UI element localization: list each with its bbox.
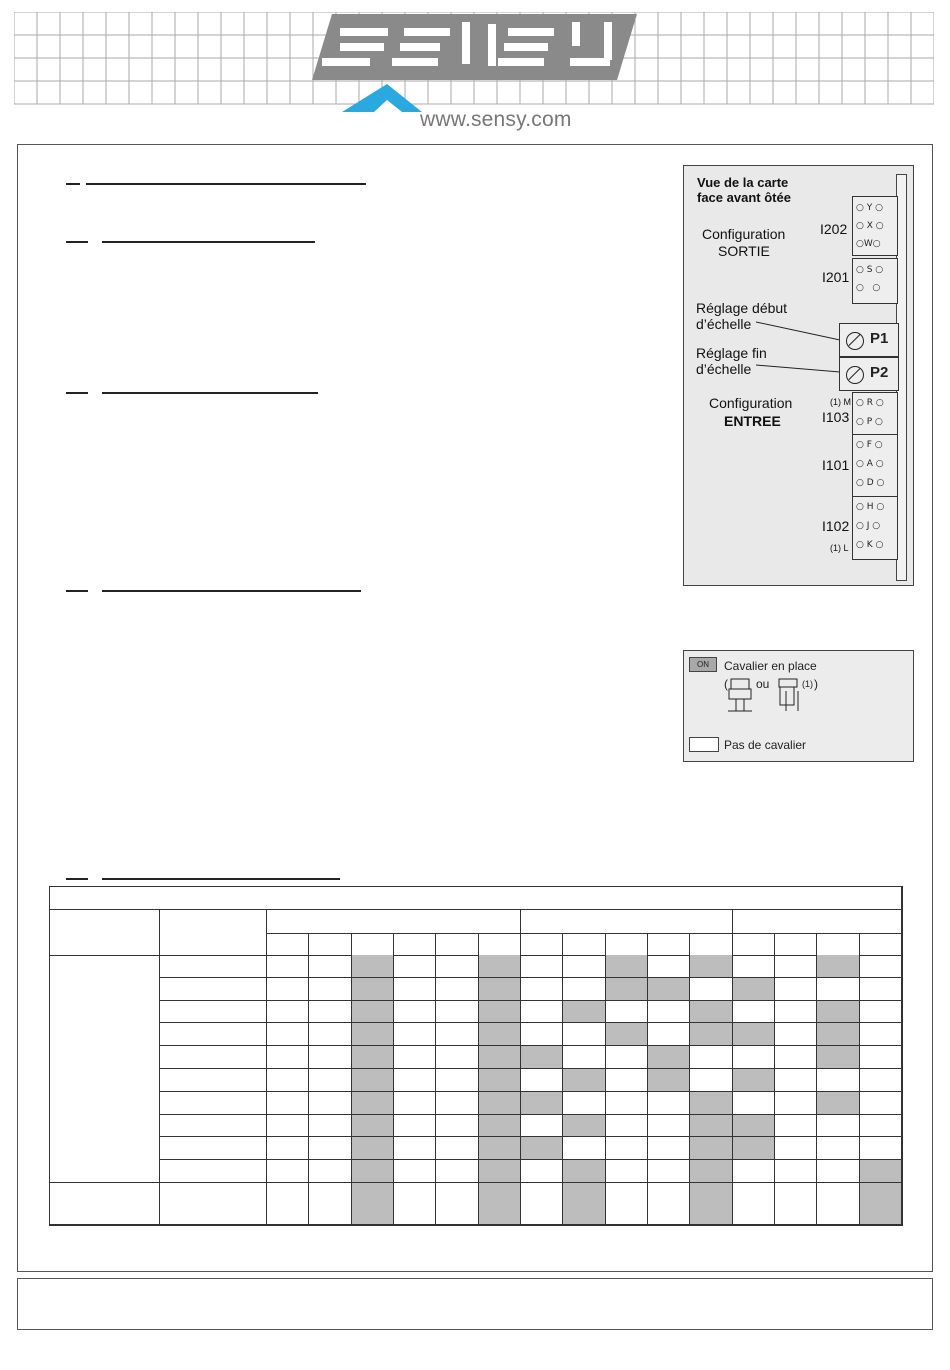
table-cell [309, 1183, 351, 1225]
pas-de-cavalier-label: Pas de cavalier [724, 738, 807, 752]
empty-badge [689, 737, 719, 752]
table-cell [521, 1160, 563, 1183]
table-cell [775, 1001, 817, 1024]
subsection-heading-rule [102, 590, 361, 592]
table-cell [817, 1137, 859, 1160]
table-cell [690, 1046, 732, 1069]
table-cell [309, 1001, 351, 1024]
table-cell [606, 1183, 648, 1225]
table-row-label [160, 1092, 267, 1115]
table-cell [690, 1069, 732, 1092]
board-title-line2: face avant ôtée [697, 190, 791, 205]
table-cell [436, 1183, 478, 1225]
on-badge: ON [689, 657, 717, 672]
table-cell [606, 1160, 648, 1183]
table-cell [436, 1001, 478, 1024]
table-cell [309, 1046, 351, 1069]
table-cell [479, 1183, 521, 1225]
table-subheader-cell [436, 934, 478, 956]
table-cell [436, 1069, 478, 1092]
table-subheader-cell [860, 934, 902, 956]
table-cell [817, 1023, 859, 1046]
table-cell [690, 1115, 732, 1138]
table-cell [690, 978, 732, 1001]
subsection-heading-rule [102, 878, 340, 880]
table-cell [479, 1160, 521, 1183]
subsection-heading-rule [102, 392, 318, 394]
table-row-label [160, 1046, 267, 1069]
table-title-row [50, 887, 902, 910]
table-cell [521, 1115, 563, 1138]
table-cell [606, 1069, 648, 1092]
table-cell [394, 1001, 436, 1024]
table-cell [563, 955, 605, 978]
table-cell [309, 955, 351, 978]
table-cell [733, 1183, 775, 1225]
table-cell [436, 1160, 478, 1183]
table-cell [690, 1137, 732, 1160]
table-cell [479, 1092, 521, 1115]
board-title-line1: Vue de la carte [697, 175, 789, 190]
table-cell [352, 1183, 394, 1225]
jumper-i101-label: I101 [822, 457, 850, 473]
table-cell [690, 1183, 732, 1225]
table-row-label [160, 1001, 267, 1024]
table-subheader-cell [648, 934, 690, 956]
table-cell [563, 1115, 605, 1138]
table-cell [606, 978, 648, 1001]
website-url: www.sensy.com [420, 108, 572, 131]
note-l: (1) L [830, 543, 849, 553]
jumper-legend [683, 650, 914, 762]
table-cell [860, 1092, 902, 1115]
table-cell [563, 1160, 605, 1183]
table-row-label [160, 955, 267, 978]
table-cell [394, 1023, 436, 1046]
jumper-block-i103: ○ R ○ ○ P ○ [852, 392, 898, 436]
table-cell [606, 1092, 648, 1115]
reglage-fin-label2: d’échelle [696, 361, 752, 377]
table-subheader-cell [563, 934, 605, 956]
table-cell [648, 1183, 690, 1225]
table-cell [479, 1137, 521, 1160]
table-cell [817, 1115, 859, 1138]
table-cell [479, 1001, 521, 1024]
table-cell [860, 1069, 902, 1092]
table-cell [479, 1023, 521, 1046]
jumper-i202-label: I202 [820, 221, 848, 237]
table-cell [606, 1001, 648, 1024]
table-cell [352, 1001, 394, 1024]
table-cell [775, 1069, 817, 1092]
table-cell [309, 1137, 351, 1160]
table-cell [860, 1115, 902, 1138]
potentiometer-p2: P2 [839, 357, 899, 391]
subsection-heading-rule [66, 241, 88, 243]
table-cell [309, 978, 351, 1001]
table-cell [309, 1023, 351, 1046]
table-cell [817, 1160, 859, 1183]
sensy-logo [312, 14, 637, 112]
table-cell [479, 1046, 521, 1069]
table-cell [733, 1069, 775, 1092]
table-cell [648, 1046, 690, 1069]
table-cell [436, 1046, 478, 1069]
reglage-fin-label: Réglage fin [696, 345, 767, 361]
table-cell [690, 955, 732, 978]
subsection-heading-rule [66, 878, 88, 880]
table-cell [817, 955, 859, 978]
table-cell [860, 1160, 902, 1183]
table-cell [352, 1069, 394, 1092]
table-cell [860, 1183, 902, 1225]
table-cell [648, 1137, 690, 1160]
table-cell [733, 978, 775, 1001]
table-subheader-cell [479, 934, 521, 956]
table-cell [479, 978, 521, 1001]
table-cell [563, 1183, 605, 1225]
table-cell [352, 1023, 394, 1046]
table-cell [817, 1069, 859, 1092]
table-subheader-cell [521, 934, 563, 956]
table-cell [394, 1092, 436, 1115]
jumper-icon-horizontal [776, 677, 802, 713]
table-cell [267, 1092, 309, 1115]
table-cell [860, 1137, 902, 1160]
table-cell [733, 1115, 775, 1138]
table-header-cell [50, 910, 160, 956]
jumper-icon-vertical [728, 677, 754, 713]
table-subheader-cell [690, 934, 732, 956]
config-entree-label: Configuration [709, 395, 793, 411]
pointer-line-p2 [754, 362, 844, 382]
table-cell [648, 1001, 690, 1024]
table-cell [309, 1160, 351, 1183]
table-cell [648, 1160, 690, 1183]
paren-open: ( [724, 677, 728, 691]
table-cell [479, 955, 521, 978]
table-cell [521, 1046, 563, 1069]
table-cell [775, 1046, 817, 1069]
table-subheader-cell [733, 934, 775, 956]
table-cell [394, 978, 436, 1001]
table-cell [436, 955, 478, 978]
note-1: (1) [802, 679, 813, 689]
table-cell [267, 1183, 309, 1225]
table-cell [352, 955, 394, 978]
table-cell [479, 1115, 521, 1138]
table-cell [733, 1046, 775, 1069]
jumper-block-i102: ○ H ○ ○ J ○ ○ K ○ [852, 496, 898, 560]
table-cell [733, 1137, 775, 1160]
table-row-label [160, 1160, 267, 1183]
table-row-group [50, 955, 160, 1183]
table-cell [563, 1023, 605, 1046]
table-group-header [521, 910, 733, 934]
potentiometer-p1: P1 [839, 323, 899, 357]
paren-close: ) [814, 677, 818, 691]
table-cell [563, 978, 605, 1001]
table-cell [267, 1115, 309, 1138]
table-subheader-cell [606, 934, 648, 956]
table-cell [860, 955, 902, 978]
table-cell [267, 955, 309, 978]
footer-frame [17, 1278, 933, 1330]
table-cell [606, 1046, 648, 1069]
section-heading-rule [86, 183, 366, 185]
subsection-heading-rule [66, 590, 88, 592]
table-cell [860, 1046, 902, 1069]
table-cell [521, 1137, 563, 1160]
table-cell [606, 1137, 648, 1160]
table-cell [648, 978, 690, 1001]
table-cell [436, 1023, 478, 1046]
table-subheader-cell [817, 934, 859, 956]
table-group-header [267, 910, 521, 934]
config-entree-label2: ENTREE [724, 413, 781, 429]
jumper-block-i202: ○ Y ○ ○ X ○ ○W○ [852, 196, 898, 256]
jumper-i103-label: I103 [822, 409, 850, 425]
table-subheader-cell [267, 934, 309, 956]
config-sortie-label2: SORTIE [718, 243, 770, 259]
table-cell [521, 1069, 563, 1092]
section-heading-rule [66, 183, 80, 185]
table-cell [352, 1115, 394, 1138]
board-diagram [683, 165, 914, 586]
table-cell [352, 1137, 394, 1160]
table-cell [860, 1001, 902, 1024]
table-cell [690, 1160, 732, 1183]
table-cell [521, 1023, 563, 1046]
table-cell [648, 1069, 690, 1092]
table-cell [606, 1115, 648, 1138]
subsection-heading-rule [102, 241, 315, 243]
table-cell [394, 1137, 436, 1160]
jumper-block-i101: ○ F ○ ○ A ○ ○ D ○ [852, 434, 898, 498]
table-row-label [160, 1183, 267, 1225]
table-cell [606, 955, 648, 978]
ou-label: ou [756, 677, 770, 691]
table-cell [309, 1069, 351, 1092]
table-cell [563, 1137, 605, 1160]
table-cell [733, 1023, 775, 1046]
table-cell [648, 1023, 690, 1046]
pointer-line-p1 [754, 316, 844, 366]
table-cell [563, 1092, 605, 1115]
table-cell [267, 1160, 309, 1183]
table-cell [436, 978, 478, 1001]
table-cell [733, 1001, 775, 1024]
table-subheader-cell [352, 934, 394, 956]
table-cell [860, 978, 902, 1001]
table-row-group [50, 1183, 160, 1225]
table-cell [775, 1183, 817, 1225]
table-cell [352, 1046, 394, 1069]
table-cell [606, 1023, 648, 1046]
table-cell [648, 1115, 690, 1138]
subsection-heading-rule [66, 392, 88, 394]
table-cell [521, 1092, 563, 1115]
table-subheader-cell [309, 934, 351, 956]
table-cell [690, 1023, 732, 1046]
table-cell [394, 1069, 436, 1092]
table-cell [775, 1160, 817, 1183]
table-row-label [160, 1023, 267, 1046]
configuration-table [49, 886, 903, 1226]
reglage-debut-label: Réglage début [696, 300, 788, 316]
table-cell [394, 1115, 436, 1138]
table-cell [817, 1046, 859, 1069]
table-cell [860, 1023, 902, 1046]
jumper-i102-label: I102 [822, 518, 850, 534]
cavalier-en-place-label: Cavalier en place [724, 659, 817, 673]
table-cell [563, 1046, 605, 1069]
table-cell [309, 1115, 351, 1138]
table-cell [648, 1092, 690, 1115]
table-row-label [160, 978, 267, 1001]
table-cell [775, 1092, 817, 1115]
table-cell [775, 1137, 817, 1160]
table-cell [521, 1001, 563, 1024]
config-sortie-label: Configuration [702, 226, 786, 242]
table-cell [775, 955, 817, 978]
table-cell [436, 1115, 478, 1138]
table-cell [817, 1183, 859, 1225]
table-cell [352, 1092, 394, 1115]
table-row-label [160, 1069, 267, 1092]
table-header-cell [160, 910, 267, 956]
table-cell [817, 1001, 859, 1024]
table-cell [394, 1046, 436, 1069]
jumper-i201-label: I201 [822, 269, 850, 285]
table-cell [521, 955, 563, 978]
table-cell [521, 1183, 563, 1225]
table-cell [394, 1183, 436, 1225]
table-cell [267, 1046, 309, 1069]
table-cell [267, 978, 309, 1001]
table-cell [267, 1069, 309, 1092]
table-cell [733, 1160, 775, 1183]
table-cell [267, 1001, 309, 1024]
table-cell [690, 1092, 732, 1115]
table-cell [817, 1092, 859, 1115]
table-cell [690, 1001, 732, 1024]
reglage-debut-label2: d’échelle [696, 316, 752, 332]
table-cell [267, 1023, 309, 1046]
table-cell [521, 978, 563, 1001]
table-subheader-cell [394, 934, 436, 956]
table-cell [479, 1069, 521, 1092]
table-cell [775, 1023, 817, 1046]
table-cell [563, 1001, 605, 1024]
table-cell [733, 955, 775, 978]
table-cell [436, 1137, 478, 1160]
table-cell [267, 1137, 309, 1160]
table-cell [817, 978, 859, 1001]
table-cell [309, 1092, 351, 1115]
table-cell [394, 1160, 436, 1183]
table-cell [775, 978, 817, 1001]
table-cell [733, 1092, 775, 1115]
table-cell [436, 1092, 478, 1115]
jumper-block-i201: ○ S ○ ○ ○ [852, 258, 898, 304]
table-cell [648, 955, 690, 978]
table-subheader-cell [775, 934, 817, 956]
note-m: (1) M [830, 397, 851, 407]
table-row-label [160, 1137, 267, 1160]
table-cell [394, 955, 436, 978]
table-cell [352, 978, 394, 1001]
table-row-label [160, 1115, 267, 1138]
table-cell [352, 1160, 394, 1183]
table-cell [775, 1115, 817, 1138]
table-cell [563, 1069, 605, 1092]
table-group-header [733, 910, 902, 934]
